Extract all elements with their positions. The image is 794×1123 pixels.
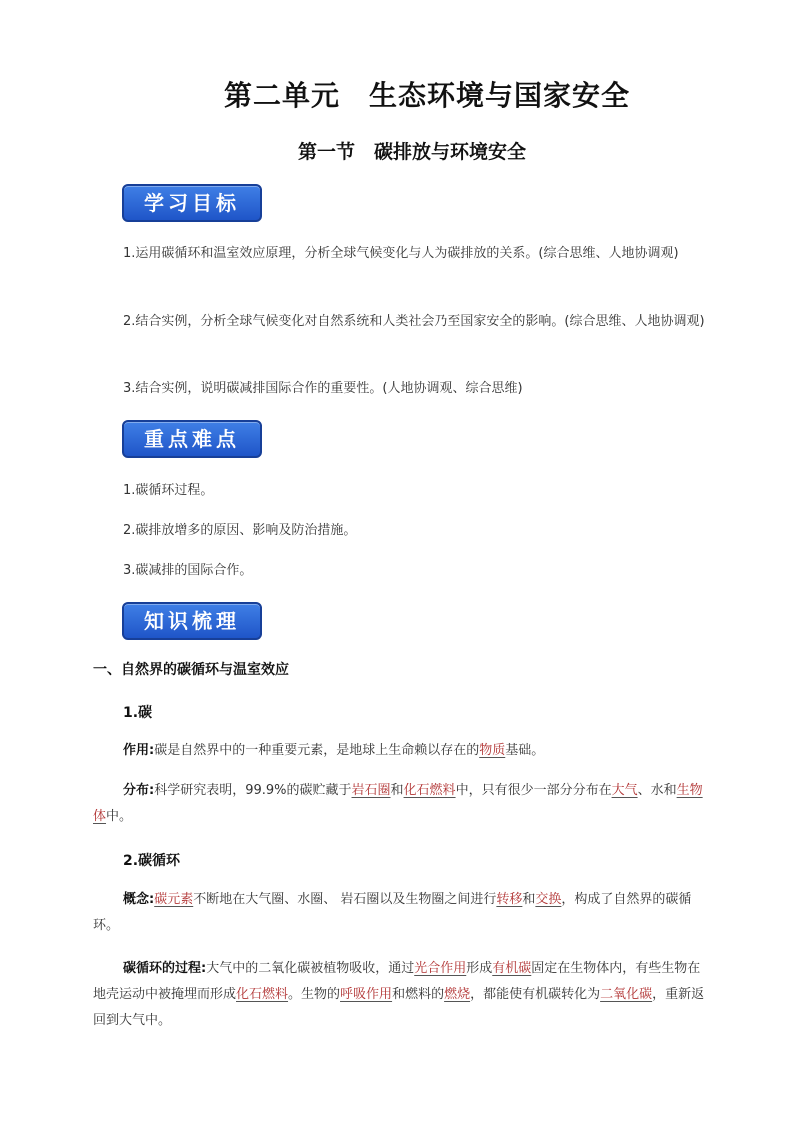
heading-carbon-cycle-greenhouse: 一、自然界的碳循环与温室效应 [93,662,289,678]
proc-text-5: 和燃料的 [392,987,445,1002]
heading-carbon-cycle: 2.碳循环 [123,853,181,869]
proc-text-2: 形成 [466,961,493,976]
dist-text-5: 中。 [106,809,133,824]
paragraph-role [93,738,705,764]
role-label: 作用: [123,743,155,758]
dist-text-4: 、水和 [637,783,677,798]
answer-blank: 岩石圈 [351,783,391,798]
dist-text-2: 和 [390,783,404,798]
section-title: 第一节 碳排放与环境安全 [297,141,526,163]
answer-blank: 大气 [611,783,638,798]
paragraph-distribution [93,778,705,830]
answer-blank: 有机碳 [492,961,532,976]
paragraph-cycle-process [93,956,705,1034]
concept-text-1: 不断地在大气圈、水圈、 岩石圈以及生物圈之间进行 [193,892,497,907]
process-label: 碳循环的过程: [123,961,207,976]
answer-blank: 呼吸作用 [340,987,393,1002]
paragraph-concept [93,887,705,939]
concept-label: 概念: [123,892,155,907]
answer-blank: 化石燃料 [403,783,456,798]
goal-item-3: 3.结合实例，说明碳减排国际合作的重要性。(人地协调观、综合思维) [123,381,523,396]
key-difficulties-badge: 重点难点 [122,420,262,458]
proc-text-4: 。生物的 [288,987,341,1002]
proc-text-1: 大气中的二氧化碳被植物吸收，通过 [206,961,415,976]
role-text-1: 碳是自然界中的一种重要元素，是地球上生命赖以存在的 [154,743,480,758]
goal-item-1: 1.运用碳循环和温室效应原理，分析全球气候变化与人为碳排放的关系。(综合思维、人地协调观) [123,246,679,261]
dist-text-1: 科学研究表明，99.9%的碳贮藏于 [154,783,352,798]
answer-blank: 碳元素 [154,892,194,907]
answer-blank: 光合作用 [414,961,467,976]
concept-text-2: 和 [522,892,536,907]
knowledge-review-badge: 知识梳理 [122,602,262,640]
learning-goals-badge: 学习目标 [122,184,262,222]
role-text-2: 基础。 [505,743,545,758]
answer-blank: 燃烧 [444,987,471,1002]
key-point-1: 1.碳循环过程。 [123,483,214,498]
unit-title: 第二单元 生态环境与国家安全 [223,79,630,112]
answer-blank: 生物体 [93,783,703,824]
answer-blank: 物质 [479,743,506,758]
answer-blank: 交换 [535,892,562,907]
concept-text-3: ，构成了自然界的碳循环。 [93,892,692,933]
goal-item-2: 2.结合实例，分析全球气候变化对自然系统和人类社会乃至国家安全的影响。(综合思维、人地协调观) [123,314,705,329]
key-point-2: 2.碳排放增多的原因、影响及防治措施。 [123,523,357,538]
dist-text-3: 中，只有很少一部分分布在 [455,783,612,798]
heading-carbon: 1.碳 [123,705,153,721]
proc-text-7: ，重新返回到大气中。 [93,987,705,1028]
proc-text-6: ，都能使有机碳转化为 [470,987,601,1002]
answer-blank: 二氧化碳 [600,987,653,1002]
distribution-label: 分布: [123,783,155,798]
answer-blank: 转移 [496,892,523,907]
proc-text-3: 固定在生物体内，有些生物在地壳运动中被掩埋而形成 [93,961,701,1002]
answer-blank: 化石燃料 [236,987,289,1002]
key-point-3: 3.碳减排的国际合作。 [123,563,253,578]
